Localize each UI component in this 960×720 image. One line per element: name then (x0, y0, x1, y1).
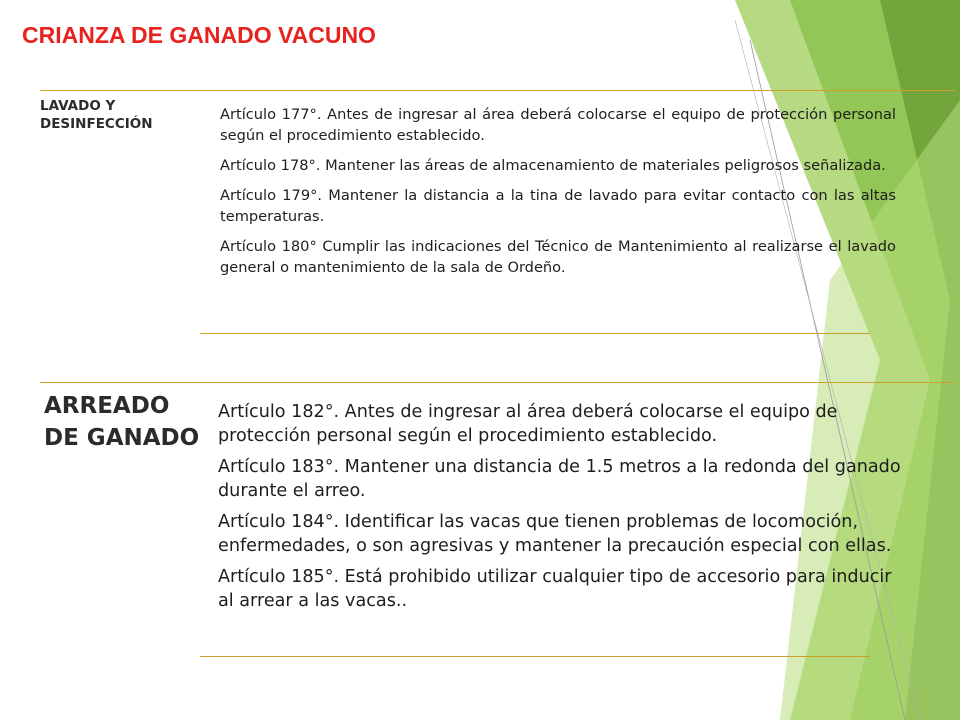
section-heading-lavado: LAVADO Y DESINFECCIÓN (40, 98, 153, 132)
article-184: Artículo 184°. Identificar las vacas que tienen problemas de locomoción, enfermedades, o son agresivas y mantener la precaución especial con ellas. (218, 512, 892, 556)
article-185: Artículo 185°. Está prohibido utilizar cualquier tipo de accesorio para inducir al arrear a las vacas.. (218, 567, 892, 611)
section-heading-arreado: ARREADO DE GANADO (44, 393, 200, 451)
section-2-bottom-rule (200, 656, 870, 657)
article-180: Artículo 180° Cumplir las indicaciones del Técnico de Mantenimiento al realizarse el lavado general o mantenimiento de la sala de Ordeño. (220, 238, 896, 276)
article-183: Artículo 183°. Mantener una distancia de 1.5 metros a la redonda del ganado durante el arreo. (218, 457, 901, 501)
section-2-top-rule (40, 382, 955, 383)
page-title: CRIANZA DE GANADO VACUNO (22, 22, 376, 48)
section-articles-arreado (218, 400, 906, 620)
section-1-bottom-rule (200, 333, 870, 334)
article-177: Artículo 177°. Antes de ingresar al área deberá colocarse el equipo de protección personal según el procedimiento establecido. (220, 106, 896, 144)
article-179: Artículo 179°. Mantener la distancia a la tina de lavado para evitar contacto con las altas temperaturas. (220, 187, 896, 225)
article-178: Artículo 178°. Mantener las áreas de almacenamiento de materiales peligrosos señalizada. (220, 157, 886, 174)
section-1-top-rule (40, 90, 955, 91)
section-articles-lavado (220, 104, 896, 287)
article-182: Artículo 182°. Antes de ingresar al área deberá colocarse el equipo de protección personal según el procedimiento establecido. (218, 402, 838, 446)
